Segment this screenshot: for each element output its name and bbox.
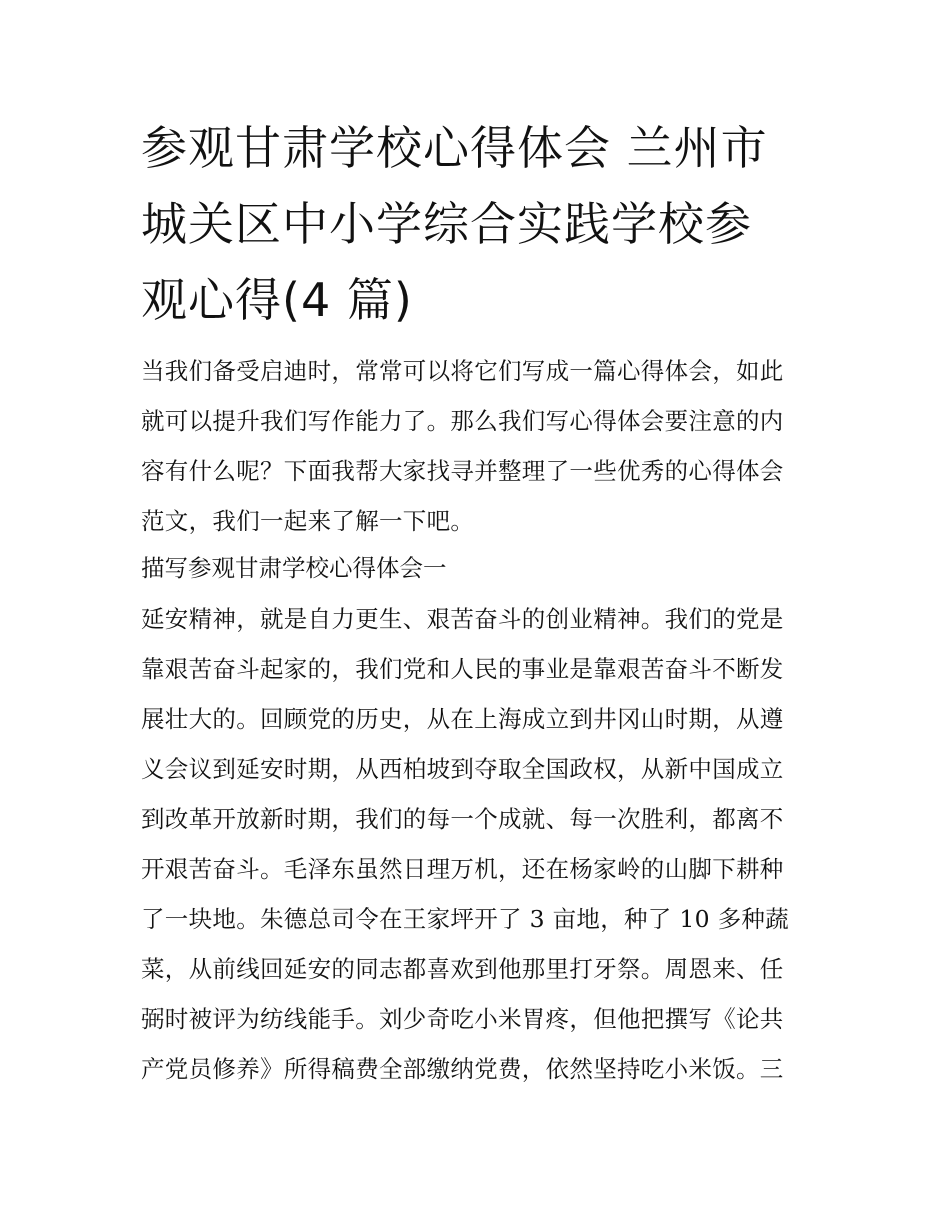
intro-line: 范文，我们一起来了解一下吧。: [141, 507, 475, 535]
document-page: [141, 110, 813, 1094]
body-line: 了一块地。朱德总司令在王家坪开了 3 亩地，种了 10 多种蔬: [141, 905, 790, 933]
body-line: 开艰苦奋斗。毛泽东虽然日理万机，还在杨家岭的山脚下耕种: [141, 855, 784, 883]
intro-line: 就可以提升我们写作能力了。那么我们写心得体会要注意的内: [141, 407, 784, 435]
body-paragraph: [141, 594, 813, 1094]
body-line: 延安精神，就是自力更生、艰苦奋斗的创业精神。我们的党是: [141, 605, 784, 633]
section-heading: 描写参观甘肃学校心得体会一: [141, 554, 447, 582]
body-line: 到改革开放新时期，我们的每一个成就、每一次胜利，都离不: [141, 805, 784, 833]
title-line: 参观甘肃学校心得体会 兰州市: [141, 121, 768, 175]
body-line: 弼时被评为纺线能手。刘少奇吃小米胃疼，但他把撰写《论共: [141, 1005, 784, 1033]
body-line: 义会议到延安时期，从西柏坡到夺取全国政权，从新中国成立: [141, 755, 784, 783]
title-line: 观心得(4 篇): [141, 273, 413, 327]
body-line: 菜，从前线回延安的同志都喜欢到他那里打牙祭。周恩来、任: [141, 955, 784, 983]
title-line: 城关区中小学综合实践学校参: [141, 197, 752, 251]
intro-line: 容有什么呢？下面我帮大家找寻并整理了一些优秀的心得体会: [141, 457, 784, 485]
body-line: 展壮大的。回顾党的历史，从在上海成立到井冈山时期，从遵: [141, 705, 784, 733]
intro-line: 当我们备受启迪时，常常可以将它们写成一篇心得体会，如此: [141, 357, 784, 385]
intro-paragraph: [141, 346, 813, 546]
body-line: 产党员修养》所得稿费全部缴纳党费，依然坚持吃小米饭。三: [141, 1055, 784, 1083]
body-line: 靠艰苦奋斗起家的，我们党和人民的事业是靠艰苦奋斗不断发: [141, 655, 784, 683]
document-title: [141, 110, 813, 338]
